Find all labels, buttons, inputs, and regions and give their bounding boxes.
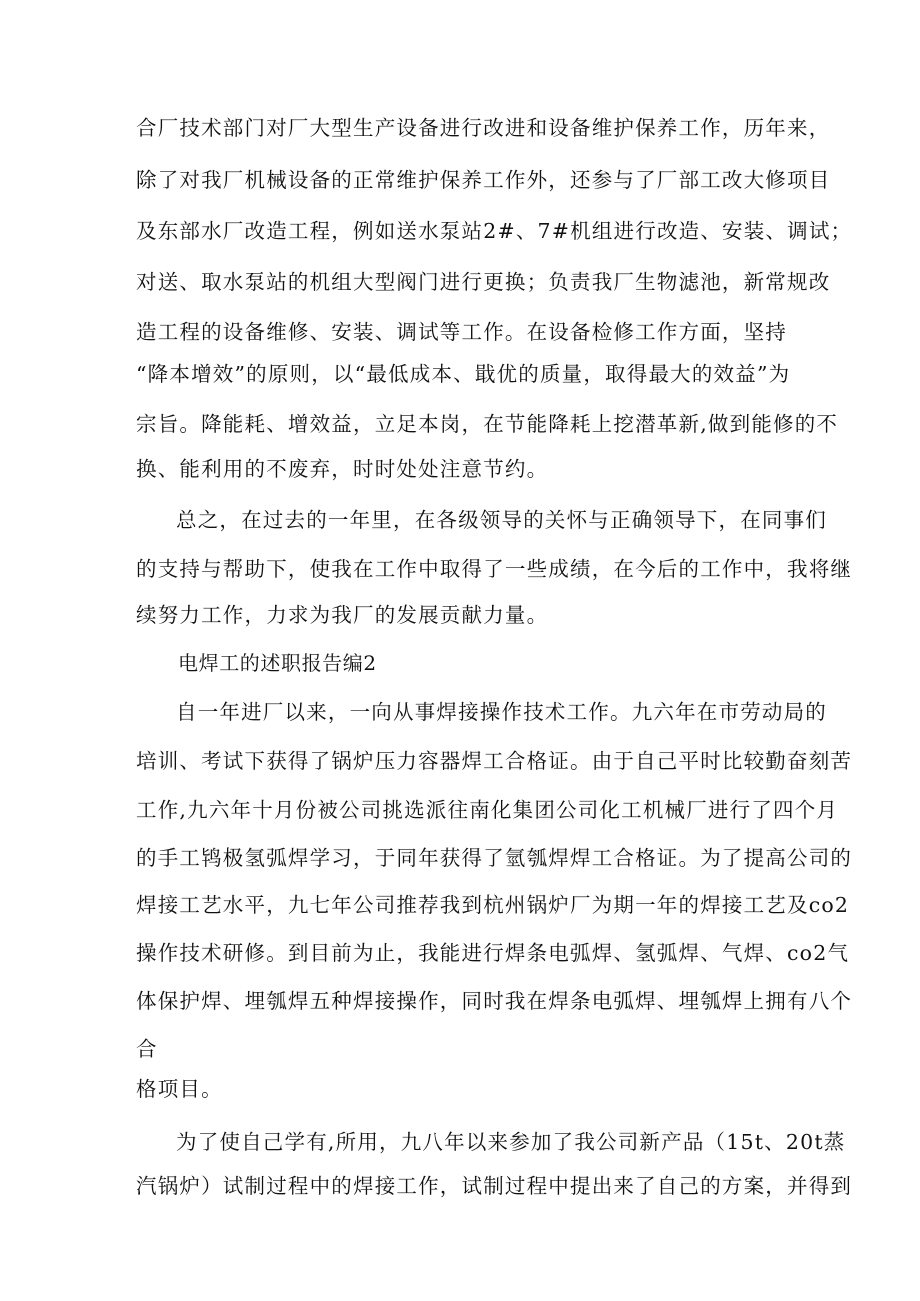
paragraph-line: 总之，在过去的一年里，在各级领导的关怀与正确领导下，在同事们 [176, 508, 827, 532]
paragraph-line: 汽锅炉）试制过程中的焊接工作，试制过程中提出来了自己的方案，并得到 [136, 1174, 853, 1198]
section-heading: 电焊工的述职报告编2 [178, 651, 377, 675]
paragraph-line: 培训、考试下获得了锅炉压力容器焊工合格证。由于自己平时比较勤奋刻苦 [136, 749, 853, 773]
paragraph-line: 除了对我厂机械设备的正常维护保养工作外，还参与了厂部工改大修项目 [136, 168, 831, 192]
paragraph-line: 操作技术研修。到目前为止，我能进行焊条电弧焊、氢弧焊、气焊、co2气 [136, 941, 850, 965]
paragraph-line: 合 [136, 1037, 158, 1061]
paragraph-line: “降本增效”的原则，以“最低成本、戢优的质量，取得最大的效益”为 [136, 362, 791, 386]
paragraph-line: 焊接工艺水平，九七年公司推荐我到杭州锅炉厂为期一年的焊接工艺及co2 [136, 893, 850, 917]
paragraph-line: 对送、取水泵站的机组大型阀门进行更换；负责我厂生物滤池，新常规改 [136, 270, 831, 294]
paragraph-line: 为了使自己学有,所用，九八年以来参加了我公司新产品（15t、20t蒸 [176, 1130, 846, 1154]
paragraph-line: 的支持与帮助下，使我在工作中取得了一些成绩，在今后的工作中，我将继 [136, 557, 853, 581]
paragraph-line: 宗旨。降能耗、增效益，立足本岗，在节能降耗上挖潜革新,做到能修的不 [136, 412, 839, 436]
paragraph-line: 格项目。 [136, 1077, 223, 1101]
paragraph-line: 造工程的设备维修、安装、调试等工作。在设备检修工作方面，坚持 [136, 320, 787, 344]
paragraph-line: 的手工鸨极氢弧焊学习，于同年获得了氫瓠焊焊工合格证。为了提高公司的 [136, 846, 853, 870]
paragraph-line: 续努力工作，力求为我厂的发展贡献力量。 [136, 603, 549, 627]
paragraph-line: 换、能利用的不废弃，时时处处注意节约。 [136, 457, 549, 481]
paragraph-line: 工作,九六年十月份被公司挑选派往南化集团公司化工机械厂进行了四个月 [136, 798, 839, 822]
paragraph-line: 合厂技术部门对厂大型生产设备进行改进和设备维护保养工作，历年来， [136, 116, 831, 140]
paragraph-line: 体保护焊、埋瓠焊五种焊接操作，同时我在焊条电弧焊、埋瓠焊上拥有八个 [136, 989, 853, 1013]
paragraph-line: 及东部水厂改造工程，例如送水泵站2#、7#机组进行改造、安装、调试； [136, 219, 853, 243]
paragraph-line: 自一年进厂以来，一向从事焊接操作技术工作。九六年在市劳动局的 [176, 700, 827, 724]
